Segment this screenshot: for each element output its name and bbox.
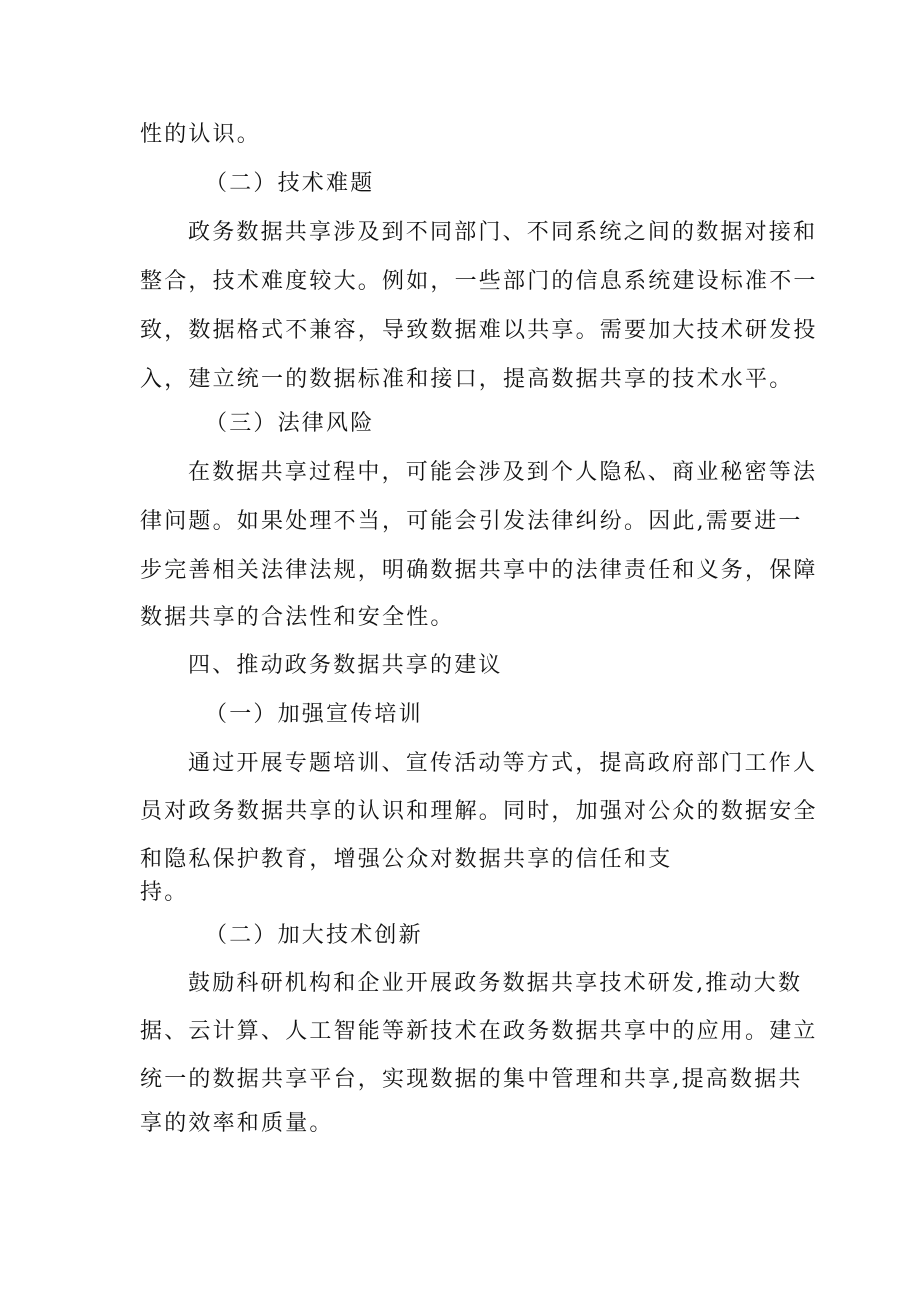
text-line: 持。: [140, 880, 189, 905]
text-line: 数据共享的合法性和安全性。: [140, 605, 455, 630]
text-line: 员对政务数据共享的认识和理解。同时，加强对公众的数据安全: [140, 799, 818, 824]
text-line: 入，建立统一的数据标准和接口，提高数据共享的技术水平。: [140, 367, 794, 392]
text-line: 步完善相关法律法规，明确数据共享中的法律责任和义务，保障: [140, 558, 818, 583]
text-line: 通过开展专题培训、宣传活动等方式，提高政府部门工作人: [188, 751, 818, 776]
text-line: 在数据共享过程中，可能会涉及到个人隐私、商业秘密等法: [188, 460, 818, 485]
text-line: 统一的数据共享平台，实现数据的集中管理和共享,提高数据共: [140, 1067, 803, 1092]
section-heading: （二）加大技术创新: [205, 923, 423, 948]
section-heading: （二）技术难题: [205, 171, 375, 196]
text-line: 律问题。如果处理不当，可能会引发法律纠纷。因此,需要进一: [140, 509, 803, 534]
text-line: 政务数据共享涉及到不同部门、不同系统之间的数据对接和: [188, 220, 818, 245]
text-line: 鼓励科研机构和企业开展政务数据共享技术研发,推动大数: [188, 971, 803, 996]
text-line: 整合，技术难度较大。例如，一些部门的信息系统建设标准不一: [140, 269, 818, 294]
text-line: 性的认识。: [140, 122, 262, 147]
text-line: 据、云计算、人工智能等新技术在政务数据共享中的应用。建立: [140, 1019, 818, 1044]
chapter-heading: 四、推动政务数据共享的建议: [188, 653, 503, 678]
text-line: 和隐私保护教育，增强公众对数据共享的信任和支: [140, 847, 673, 872]
section-heading: （三）法律风险: [205, 411, 375, 436]
text-line: 致，数据格式不兼容，导致数据难以共享。需要加大技术研发投: [140, 318, 818, 343]
section-heading: （一）加强宣传培训: [205, 702, 423, 727]
text-line: 享的效率和质量。: [140, 1111, 334, 1136]
